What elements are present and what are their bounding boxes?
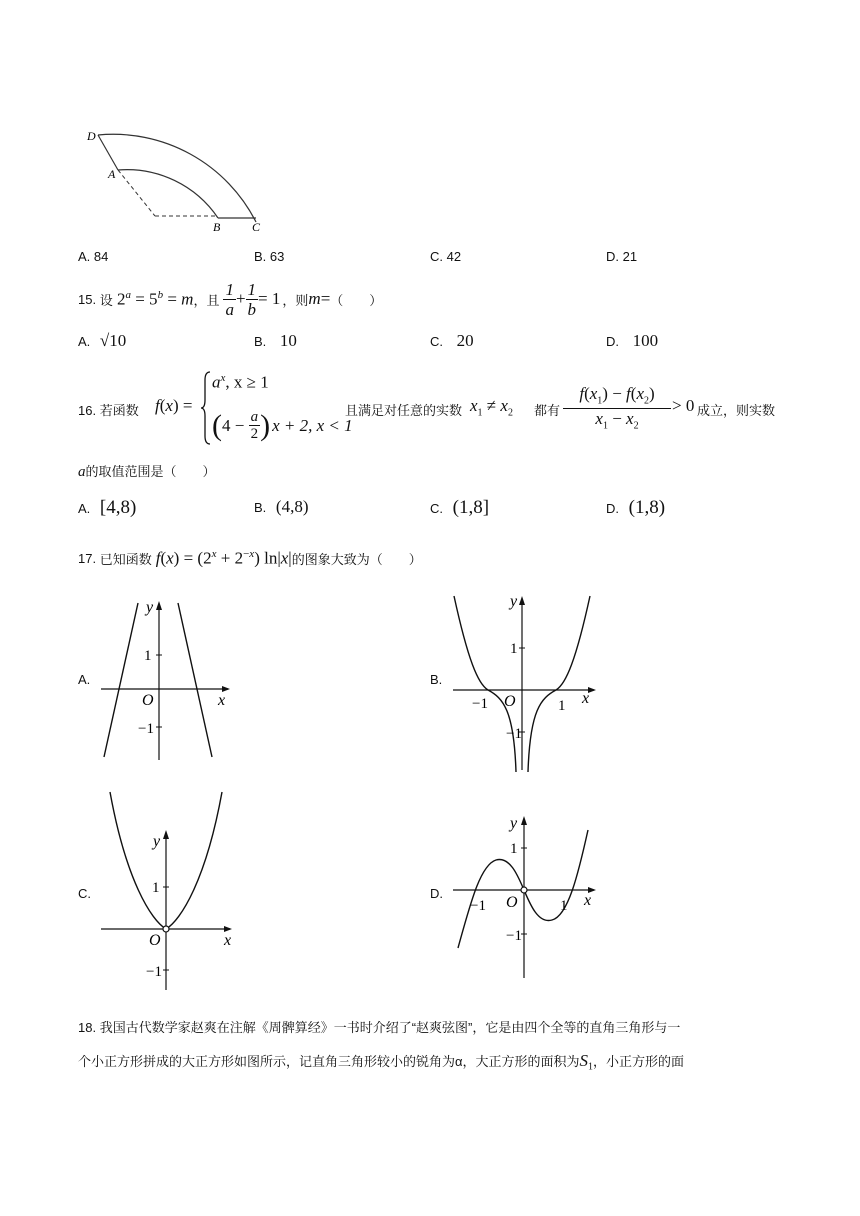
svg-text:O: O	[149, 932, 161, 949]
svg-text:y: y	[510, 815, 518, 832]
q15-number: 15.	[78, 291, 97, 307]
svg-text:y: y	[510, 593, 518, 610]
svg-text:1: 1	[144, 648, 152, 664]
svg-text:O: O	[142, 692, 154, 709]
q14-option-a[interactable]: A. 84	[78, 249, 109, 264]
q16-number-pre: 16. 若函数	[78, 403, 139, 418]
graph-d	[448, 810, 608, 980]
svg-text:−1: −1	[472, 696, 488, 712]
q16-option-b[interactable]: B. (4,8)	[254, 497, 309, 516]
graph-a	[96, 595, 246, 765]
inner-arc	[118, 170, 218, 218]
graph-b-curve-right	[528, 596, 590, 772]
q15-option-b[interactable]: B. 10	[254, 331, 297, 350]
q16-line2: a的取值范围是（ ）	[78, 464, 216, 480]
q16-brace	[200, 370, 212, 446]
graph-a-curve-left	[104, 603, 138, 757]
graph-d-origin-hole	[521, 887, 527, 893]
q18-line1: 18. 我国古代数学家赵爽在注解《周髀算经》一书时介绍了“赵爽弦图”，它是由四个全等的直角三角形与一	[78, 1020, 681, 1035]
q15-option-a[interactable]: A. √10	[78, 331, 127, 350]
label-b: B	[213, 220, 221, 234]
graph-c	[96, 790, 246, 995]
dashed-edge-a	[118, 170, 155, 216]
q16-mid: 且满足对任意的实数	[345, 403, 463, 418]
graph-a-label[interactable]: A.	[78, 672, 91, 687]
svg-text:x: x	[218, 692, 226, 709]
q16-option-d[interactable]: D. (1,8)	[606, 497, 666, 518]
outer-arc	[98, 134, 256, 222]
edge-da	[98, 135, 118, 170]
q15-option-d[interactable]: D. 100	[606, 331, 659, 350]
q16-gt-zero: > 0	[672, 396, 695, 415]
q16-quotient: $f(x_1) - f(x_2)$ $x_1 - x_2$	[563, 384, 671, 432]
graph-c-label[interactable]: C.	[78, 886, 91, 901]
svg-text:1: 1	[152, 880, 160, 896]
graph-b	[448, 590, 608, 775]
svg-text:−1: −1	[146, 964, 162, 980]
svg-text:x: x	[224, 932, 232, 949]
q14-option-b[interactable]: B. 63	[254, 249, 285, 264]
graph-c-origin-hole	[163, 926, 169, 932]
svg-text:O: O	[504, 693, 516, 710]
svg-text:1: 1	[510, 641, 518, 657]
svg-text:y: y	[153, 833, 161, 850]
q16-option-a[interactable]: A. [4,8)	[78, 497, 137, 518]
q16-x1-ne-x2: $x_1 \ne x_2$	[470, 396, 513, 419]
svg-text:1: 1	[510, 841, 518, 857]
svg-text:−1: −1	[506, 928, 522, 944]
graph-b-curve-left	[454, 596, 516, 772]
q17-stem: 17. 已知函数 $f(x) = (2^x + 2^{-x})$ ln|x| 的图象大致为（ ）	[78, 548, 422, 568]
svg-text:y: y	[146, 599, 154, 616]
q16-fx: f(x) =	[155, 396, 193, 415]
label-c: C	[252, 220, 261, 234]
q15-option-c[interactable]: C. 20	[430, 331, 474, 350]
svg-text:1: 1	[560, 898, 568, 914]
sector-figure	[80, 110, 280, 235]
graph-d-label[interactable]: D.	[430, 886, 443, 901]
svg-text:O: O	[506, 894, 518, 911]
svg-text:1: 1	[558, 698, 566, 714]
q14-option-c[interactable]: C. 42	[430, 249, 462, 264]
q16-option-c[interactable]: C. (1,8]	[430, 497, 490, 518]
q16-mid2: 都有	[534, 403, 561, 418]
q16-post: 成立，则实数	[697, 403, 776, 418]
svg-text:x: x	[584, 892, 592, 909]
graph-b-label[interactable]: B.	[430, 672, 443, 687]
graph-a-curve-right	[178, 603, 212, 757]
svg-text:−1: −1	[470, 898, 486, 914]
label-a: A	[108, 167, 116, 181]
q16-case2: ( 4 − $\frac{a}{2}$ ) x + 2, x < 1	[212, 408, 353, 442]
q18-line2: 个小正方形拼成的大正方形如图所示，记直角三角形较小的锐角为α，大正方形的面积为$S_1$，小正方形的面	[78, 1051, 685, 1073]
svg-text:−1: −1	[138, 721, 154, 737]
q16-case1: $a^x$, x ≥ 1	[212, 372, 269, 392]
svg-text:x: x	[582, 690, 590, 707]
q15-stem: 15. 设 $2^a = 5^b = m$ ，且 $\frac{1}{a}$ + $\frac{1}{b}$ = 1 ，则 m = （ ）	[78, 279, 383, 319]
svg-text:−1: −1	[506, 726, 522, 742]
label-d: D	[87, 129, 96, 143]
q14-option-d[interactable]: D. 21	[606, 249, 638, 264]
